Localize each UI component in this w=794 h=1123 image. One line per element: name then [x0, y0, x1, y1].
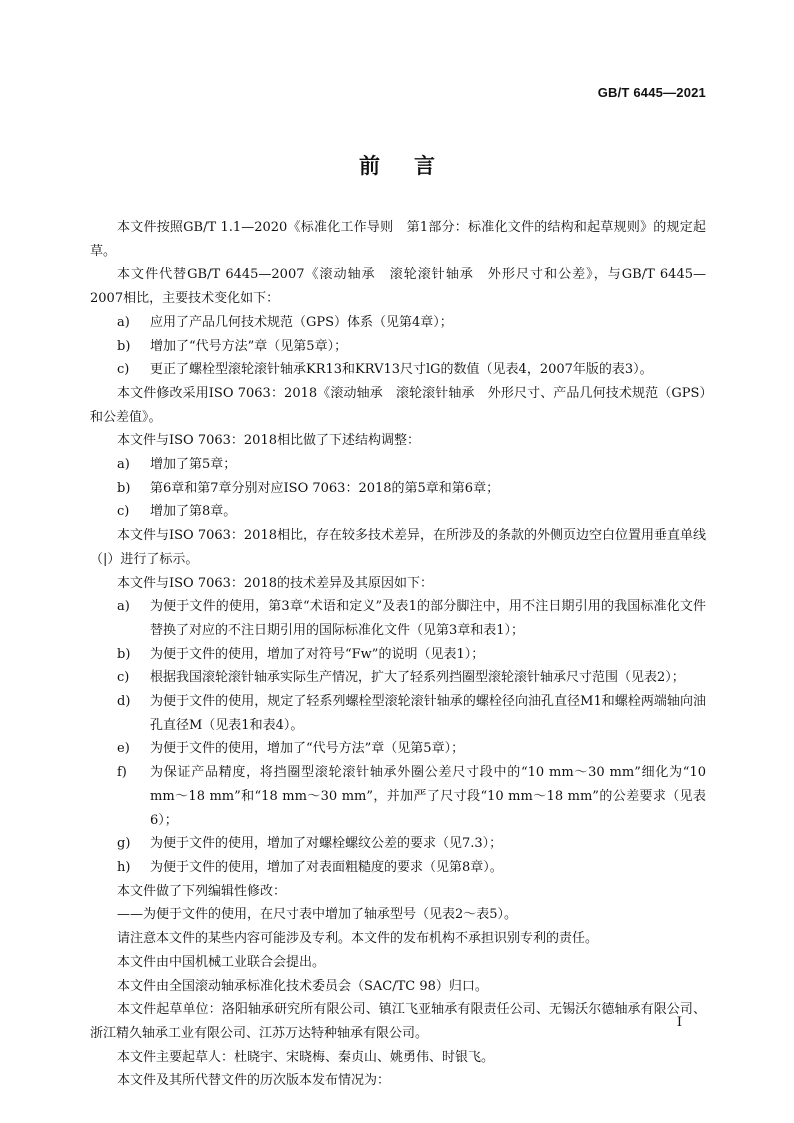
- list-item: [90, 643, 706, 667]
- list-text: 为便于文件的使用，增加了“代号方法”章（见第5章）；: [150, 741, 465, 757]
- standard-code: GB/T 6445—2021: [597, 85, 706, 100]
- list-text: 为便于文件的使用，第3章“术语和定义”及表1的部分脚注中，用不注日期引用的我国标准化文件替换了对应的不注日期引用的国际标准化文件（见第3章和表1）；: [150, 599, 706, 638]
- paragraph-drafters: 本文件主要起草人：杜晓宇、宋晓梅、秦贞山、姚勇伟、时银飞。: [117, 1049, 495, 1065]
- list-item: [90, 761, 706, 832]
- list-item: [90, 666, 706, 690]
- list-item: [90, 500, 706, 524]
- list-marker: c): [117, 670, 130, 686]
- list-text: 为便于文件的使用，增加了对符号“Fw”的说明（见表1）；: [150, 646, 485, 662]
- list-item: [90, 595, 706, 642]
- list-text: 为便于文件的使用，增加了对表面粗糙度的要求（见第8章）。: [150, 859, 503, 875]
- list-item: [90, 690, 706, 737]
- list-marker: a): [117, 457, 130, 473]
- list-marker: b): [117, 480, 131, 496]
- list-text: 根据我国滚轮滚针轴承实际生产情况，扩大了轻系列挡圈型滚轮滚针轴承尺寸范围（见表2）；: [150, 670, 685, 686]
- list-item: [90, 477, 706, 501]
- list-marker: a): [117, 599, 130, 615]
- paragraph-committee: 本文件由全国滚动轴承标准化技术委员会（SAC/TC 98）归口。: [117, 978, 488, 994]
- list-marker: c): [117, 362, 130, 378]
- list-marker: e): [117, 741, 130, 757]
- list-text: 增加了第8章。: [150, 504, 237, 520]
- list-text: 增加了第5章；: [150, 457, 237, 473]
- list-text: 应用了产品几何技术规范（GPS）体系（见第4章）；: [150, 314, 453, 330]
- list-marker: b): [117, 338, 131, 354]
- list-marker: f): [117, 765, 127, 781]
- paragraph-replaces: 本文件代替GB/T 6445—2007《滚动轴承 滚轮滚针轴承 外形尺寸和公差》，与GB/T 6445—2007相比，主要技术变化如下：: [90, 267, 706, 307]
- list-item: [90, 737, 706, 761]
- list-text: 为保证产品精度，将挡圈型滚轮滚针轴承外圈公差尺寸段中的“10 mm～30 mm”细化为“10 mm～18 mm”和“18 mm～30 mm”，并加严了尺寸段“10 mm～18 mm”的公差要求（见表6）；: [150, 765, 706, 828]
- list-text: 更正了螺栓型滚轮滚针轴承KR13和KRV13尺寸lG的数值（见表4，2007年版的表3）。: [150, 362, 653, 378]
- paragraph-drafting-rules: 本文件按照GB/T 1.1—2020《标准化工作导则 第1部分：标准化文件的结构和起草规则》的规定起草。: [90, 220, 706, 259]
- list-text: 为便于文件的使用，增加了对螺栓螺纹公差的要求（见7.3）；: [150, 836, 503, 852]
- list-item: [90, 311, 706, 335]
- list-item: [90, 856, 706, 880]
- list-marker: c): [117, 504, 130, 520]
- list-text: 为便于文件的使用，规定了轻系列螺栓型滚轮滚针轴承的螺栓径向油孔直径M1和螺栓两端轴向油孔直径M（见表1和表4）。: [150, 694, 706, 733]
- list-marker: g): [117, 836, 131, 852]
- list-marker: b): [117, 646, 131, 662]
- list-item: [90, 453, 706, 477]
- paragraph-technical-differences: 本文件与ISO 7063：2018相比，存在较多技术差异，在所涉及的条款的外侧页边空白位置用垂直单线（|）进行了标示。: [90, 528, 706, 567]
- paragraph-reasons: 本文件与ISO 7063：2018的技术差异及其原因如下：: [117, 575, 433, 591]
- dash-item: ——为便于文件的使用，在尺寸表中增加了轴承型号（见表2～表5）。: [117, 907, 518, 923]
- paragraph-editorial: 本文件做了下列编辑性修改：: [117, 883, 287, 899]
- list-item: [90, 832, 706, 856]
- paragraph-patent: 请注意本文件的某些内容可能涉及专利。本文件的发布机构不承担识别专利的责任。: [117, 931, 599, 947]
- list-text: 增加了“代号方法”章（见第5章）；: [150, 338, 348, 354]
- paragraph-iso-adoption: 本文件修改采用ISO 7063：2018《滚动轴承 滚轮滚针轴承 外形尺寸、产品几何技术规范（GPS）和公差值》。: [90, 385, 706, 425]
- list-item: [90, 335, 706, 359]
- paragraph-structure: 本文件与ISO 7063：2018相比做了下述结构调整：: [117, 433, 420, 449]
- paragraph-history: 本文件及其所代替文件的历次版本发布情况为：: [117, 1073, 391, 1089]
- paragraph-proposer: 本文件由中国机械工业联合会提出。: [117, 954, 326, 970]
- list-text: 第6章和第7章分别对应ISO 7063：2018的第5章和第6章；: [150, 480, 500, 496]
- page-number: I: [676, 1015, 682, 1030]
- page-title: 前言: [359, 154, 469, 178]
- foreword-body: [90, 216, 706, 1093]
- paragraph-drafting-units: 本文件起草单位：洛阳轴承研究所有限公司、镇江飞亚轴承有限责任公司、无锡沃尔德轴承有限公司、浙江精久轴承工业有限公司、江苏万达特种轴承有限公司。: [90, 1002, 706, 1041]
- list-item: [90, 358, 706, 382]
- list-marker: a): [117, 314, 130, 330]
- list-marker: d): [117, 694, 131, 710]
- list-marker: h): [117, 859, 131, 875]
